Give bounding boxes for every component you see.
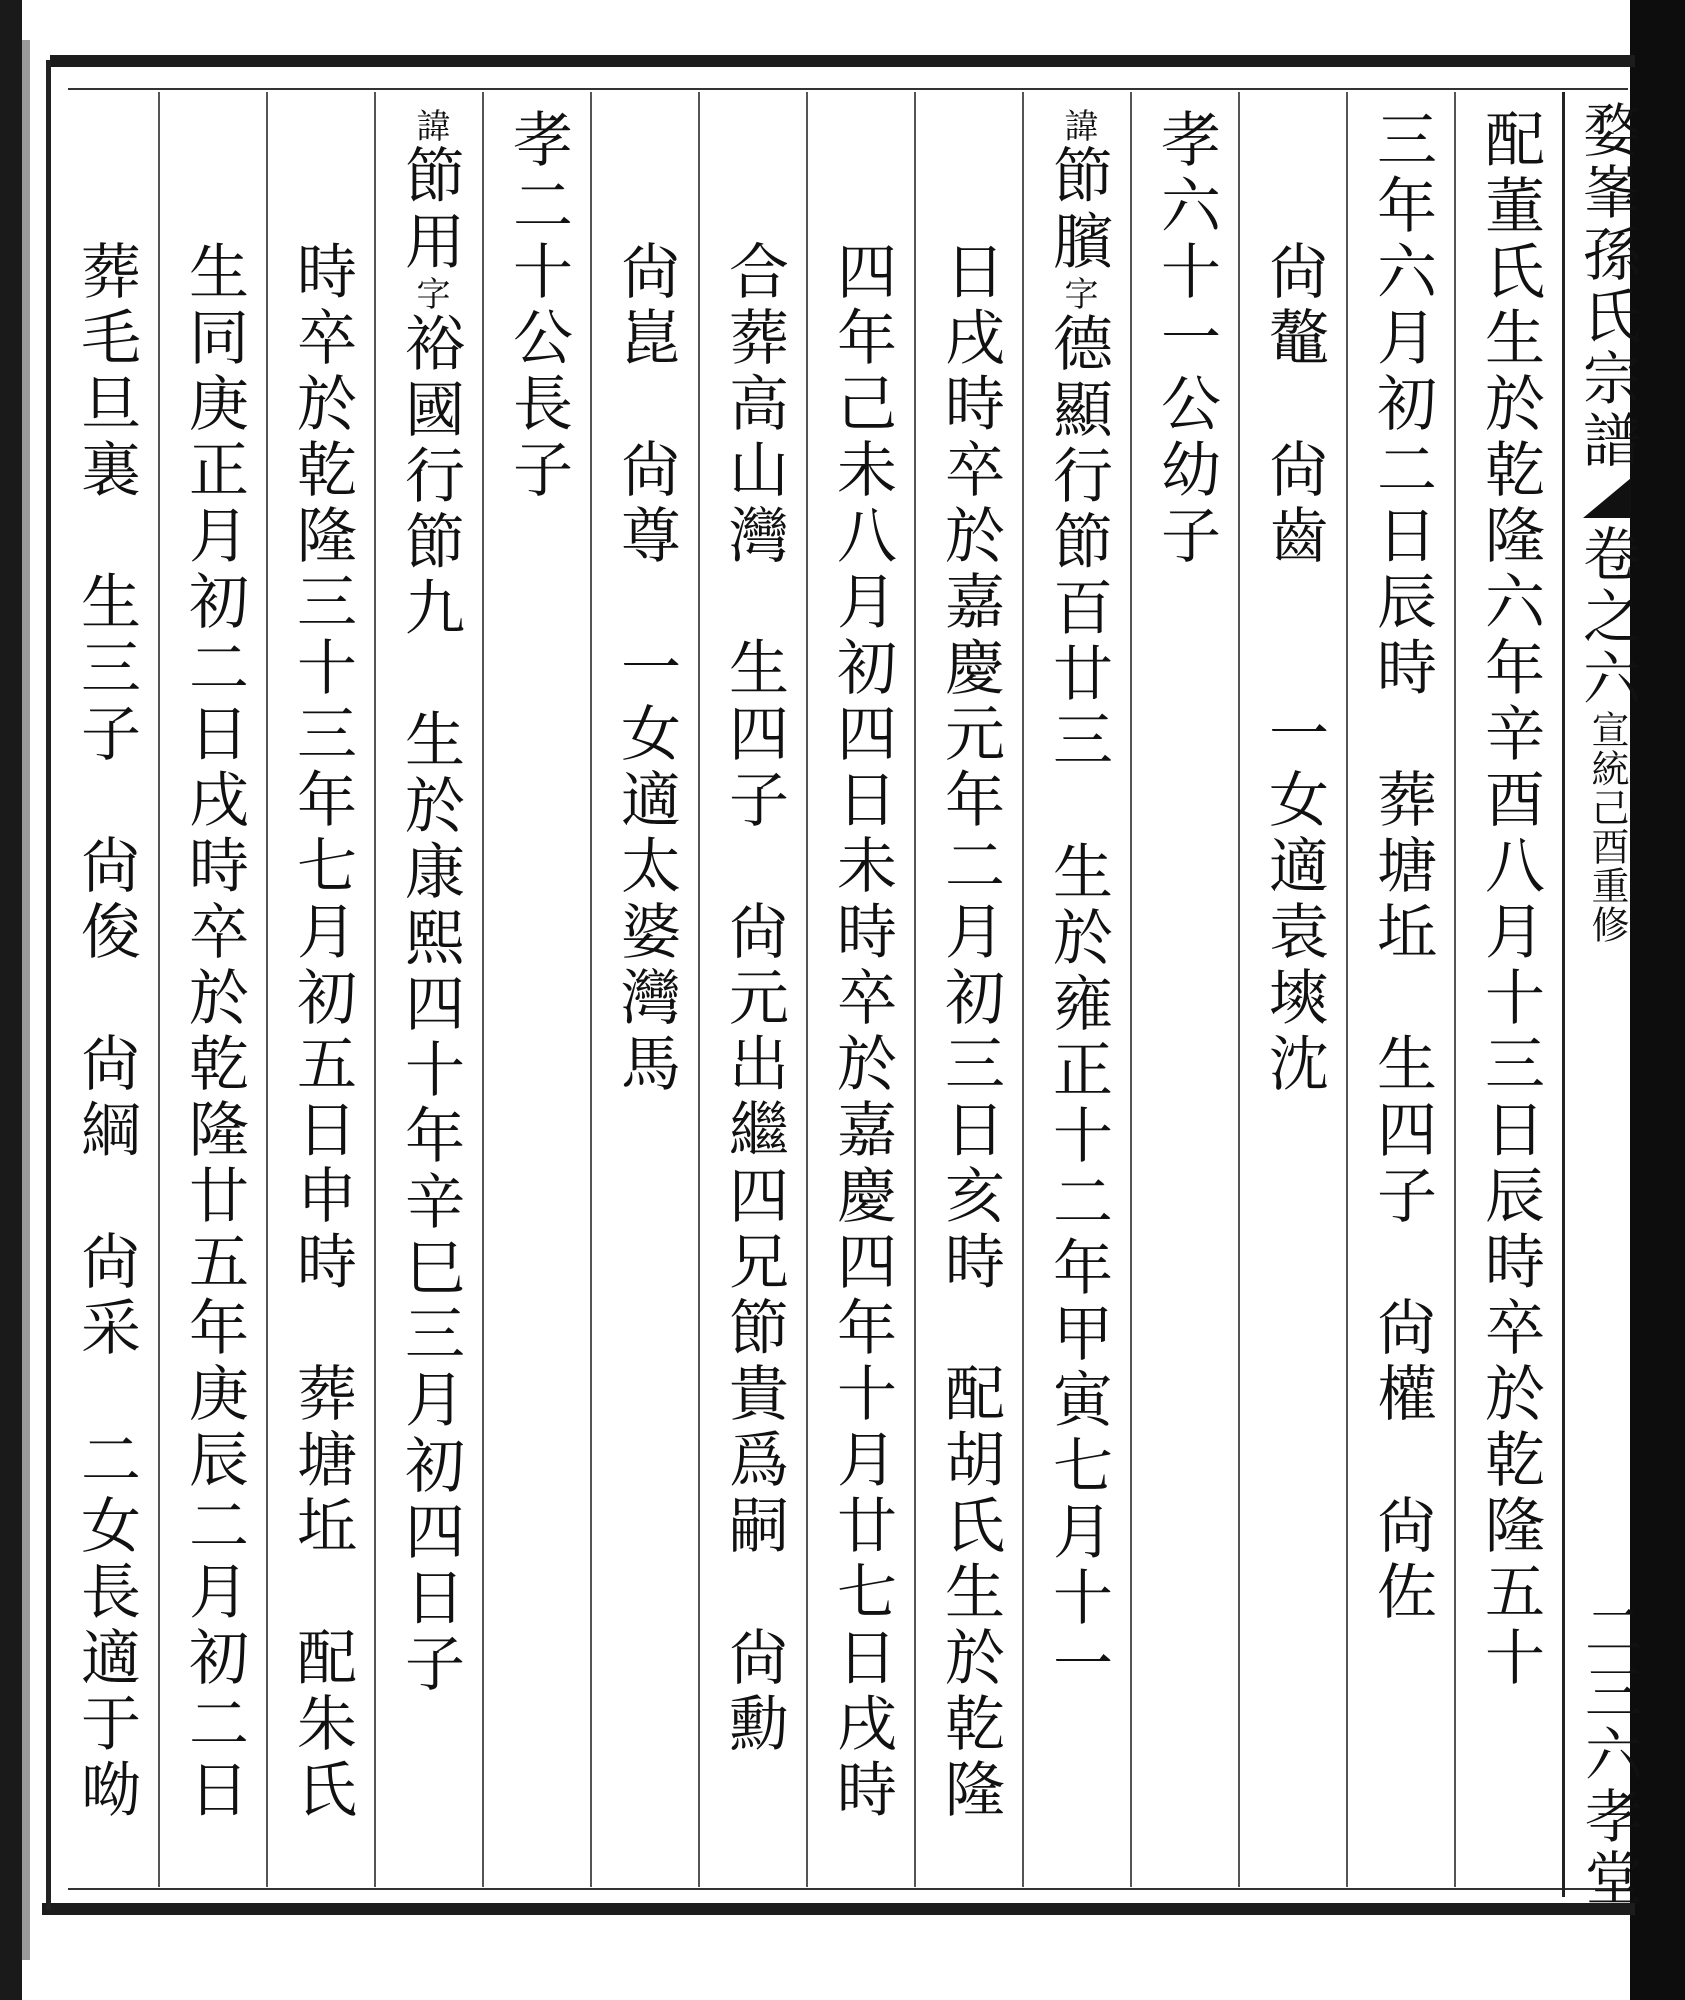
left-binding-edge (0, 0, 22, 2000)
column-text (935, 108, 1005, 240)
column-text (1367, 966, 1437, 1032)
column-text: 三年六月初二日辰時 (1367, 108, 1437, 702)
column-text: 尙勳 (719, 1626, 789, 1758)
book-title-column (1572, 100, 1642, 944)
column-text: 配董氏生於乾隆六年辛酉八月十三日辰時卒於乾隆五十 (1475, 108, 1545, 1692)
annotation-text: 諱 (410, 108, 450, 144)
column-text: 生四子 (719, 636, 789, 834)
annotation-text: 諱 (1058, 108, 1098, 144)
text-column (1038, 108, 1118, 1698)
column-text (1259, 108, 1329, 240)
column-text (611, 108, 681, 240)
column-text (719, 1560, 789, 1626)
column-rule (1454, 92, 1456, 1887)
column-text (1259, 570, 1329, 702)
column-text (611, 372, 681, 438)
column-text: 尙佐 (1367, 1494, 1437, 1626)
page-number-column (1574, 1600, 1644, 1910)
frame-left-border (46, 60, 51, 1910)
column-text: 尙元出繼四兄節貴爲嗣 (719, 900, 789, 1560)
text-column (822, 108, 902, 1824)
column-rule (590, 92, 592, 1887)
column-text: 葬毛旦裏 (71, 240, 141, 504)
text-column (66, 108, 146, 1824)
column-text (827, 108, 897, 240)
annotation-text: 字 (1058, 276, 1098, 312)
text-column (498, 108, 578, 504)
column-text (719, 108, 789, 240)
column-text: 四年己未八月初四日未時卒於嘉慶四年十月廿七日戌時 (827, 240, 897, 1824)
column-text: 一女適太婆灣馬 (611, 636, 681, 1098)
column-text (719, 834, 789, 900)
column-rule (374, 92, 376, 1887)
column-rule (1346, 92, 1348, 1887)
frame-top-border (50, 55, 1635, 67)
left-page-shadow (22, 40, 30, 1960)
column-rule (1022, 92, 1024, 1887)
column-rule (482, 92, 484, 1887)
frame-bottom-border (42, 1903, 1635, 1915)
column-text (1367, 1428, 1437, 1494)
column-text: 二女長適于呦 (71, 1428, 141, 1824)
column-text: 葬塘坵 (1367, 768, 1437, 966)
column-text (287, 108, 357, 240)
column-text: 生四子 (1367, 1032, 1437, 1230)
column-text: 時卒於乾隆三十三年七月初五日申時 (287, 240, 357, 1296)
inner-top-rule (68, 88, 1628, 90)
column-text: 尙俊 (71, 834, 141, 966)
annotation-text: 字 (410, 276, 450, 312)
column-text (287, 1560, 357, 1626)
column-text: 尙崑 (611, 240, 681, 372)
column-text (71, 966, 141, 1032)
column-text: 尙采 (71, 1230, 141, 1362)
column-text (71, 504, 141, 570)
column-text: 節臏 (1043, 144, 1113, 276)
column-text: 配朱氏 (287, 1626, 357, 1824)
column-text: 尙鼇 (1259, 240, 1329, 372)
column-text (179, 108, 249, 240)
column-text (1367, 1230, 1437, 1296)
column-text (1259, 372, 1329, 438)
inner-bottom-rule (68, 1888, 1628, 1890)
text-column (174, 108, 254, 1824)
column-rule (158, 92, 160, 1887)
text-column (714, 108, 794, 1758)
column-rule (1130, 92, 1132, 1887)
column-text (71, 1362, 141, 1428)
column-text (287, 1296, 357, 1362)
column-text: 生三子 (71, 570, 141, 768)
column-text (719, 570, 789, 636)
text-column (390, 108, 470, 1698)
page-number: 二三 (1575, 1600, 1643, 1724)
column-text: 尙尊 (611, 438, 681, 570)
text-column (606, 108, 686, 1098)
column-text: 葬塘坵 (287, 1362, 357, 1560)
column-text: 配胡氏生於乾隆 (935, 1362, 1005, 1824)
column-rule (806, 92, 808, 1887)
column-rule (1238, 92, 1240, 1887)
column-text (71, 1164, 141, 1230)
text-column (1146, 108, 1226, 570)
fishtail-mark (1583, 478, 1631, 518)
column-text: 尙齒 (1259, 438, 1329, 570)
text-column (1362, 108, 1442, 1626)
column-rule (1562, 92, 1565, 1897)
text-column (1254, 108, 1334, 1098)
column-text (611, 570, 681, 636)
column-text: 尙權 (1367, 1296, 1437, 1428)
column-text: 節用 (395, 144, 465, 276)
column-rule (914, 92, 916, 1887)
column-text: 德顯行節百廿三 (1043, 312, 1113, 774)
column-text (1043, 774, 1113, 840)
text-column (1470, 108, 1550, 1692)
column-text: 一女適袁塽沈 (1259, 702, 1329, 1098)
column-text: 尙綱 (71, 1032, 141, 1164)
column-text: 生同庚正月初二日戌時卒於乾隆廿五年庚辰二月初二日 (179, 240, 249, 1824)
column-rule (266, 92, 268, 1887)
column-text (71, 768, 141, 834)
column-text: 生於康熙四十年辛巳三月初四日子 (395, 708, 465, 1698)
column-text (1367, 702, 1437, 768)
column-text: 孝二十公長子 (503, 108, 573, 504)
hall-name: 六孝堂 (1575, 1724, 1643, 1910)
column-rule (698, 92, 700, 1887)
column-text (395, 642, 465, 708)
column-text: 合葬高山灣 (719, 240, 789, 570)
text-column (282, 108, 362, 1824)
volume-label: 卷之六 (1573, 524, 1641, 710)
column-text: 孝六十一公幼子 (1151, 108, 1221, 570)
column-text: 日戌時卒於嘉慶元年二月初三日亥時 (935, 240, 1005, 1296)
edition-note: 宣統己酉重修 (1585, 710, 1629, 944)
column-text: 生於雍正十二年甲寅七月十一 (1043, 840, 1113, 1698)
column-text (71, 108, 141, 240)
text-column (930, 108, 1010, 1824)
book-title: 婺峯孫氏宗譜 (1573, 100, 1641, 472)
column-text: 裕國行節九 (395, 312, 465, 642)
column-text (935, 1296, 1005, 1362)
